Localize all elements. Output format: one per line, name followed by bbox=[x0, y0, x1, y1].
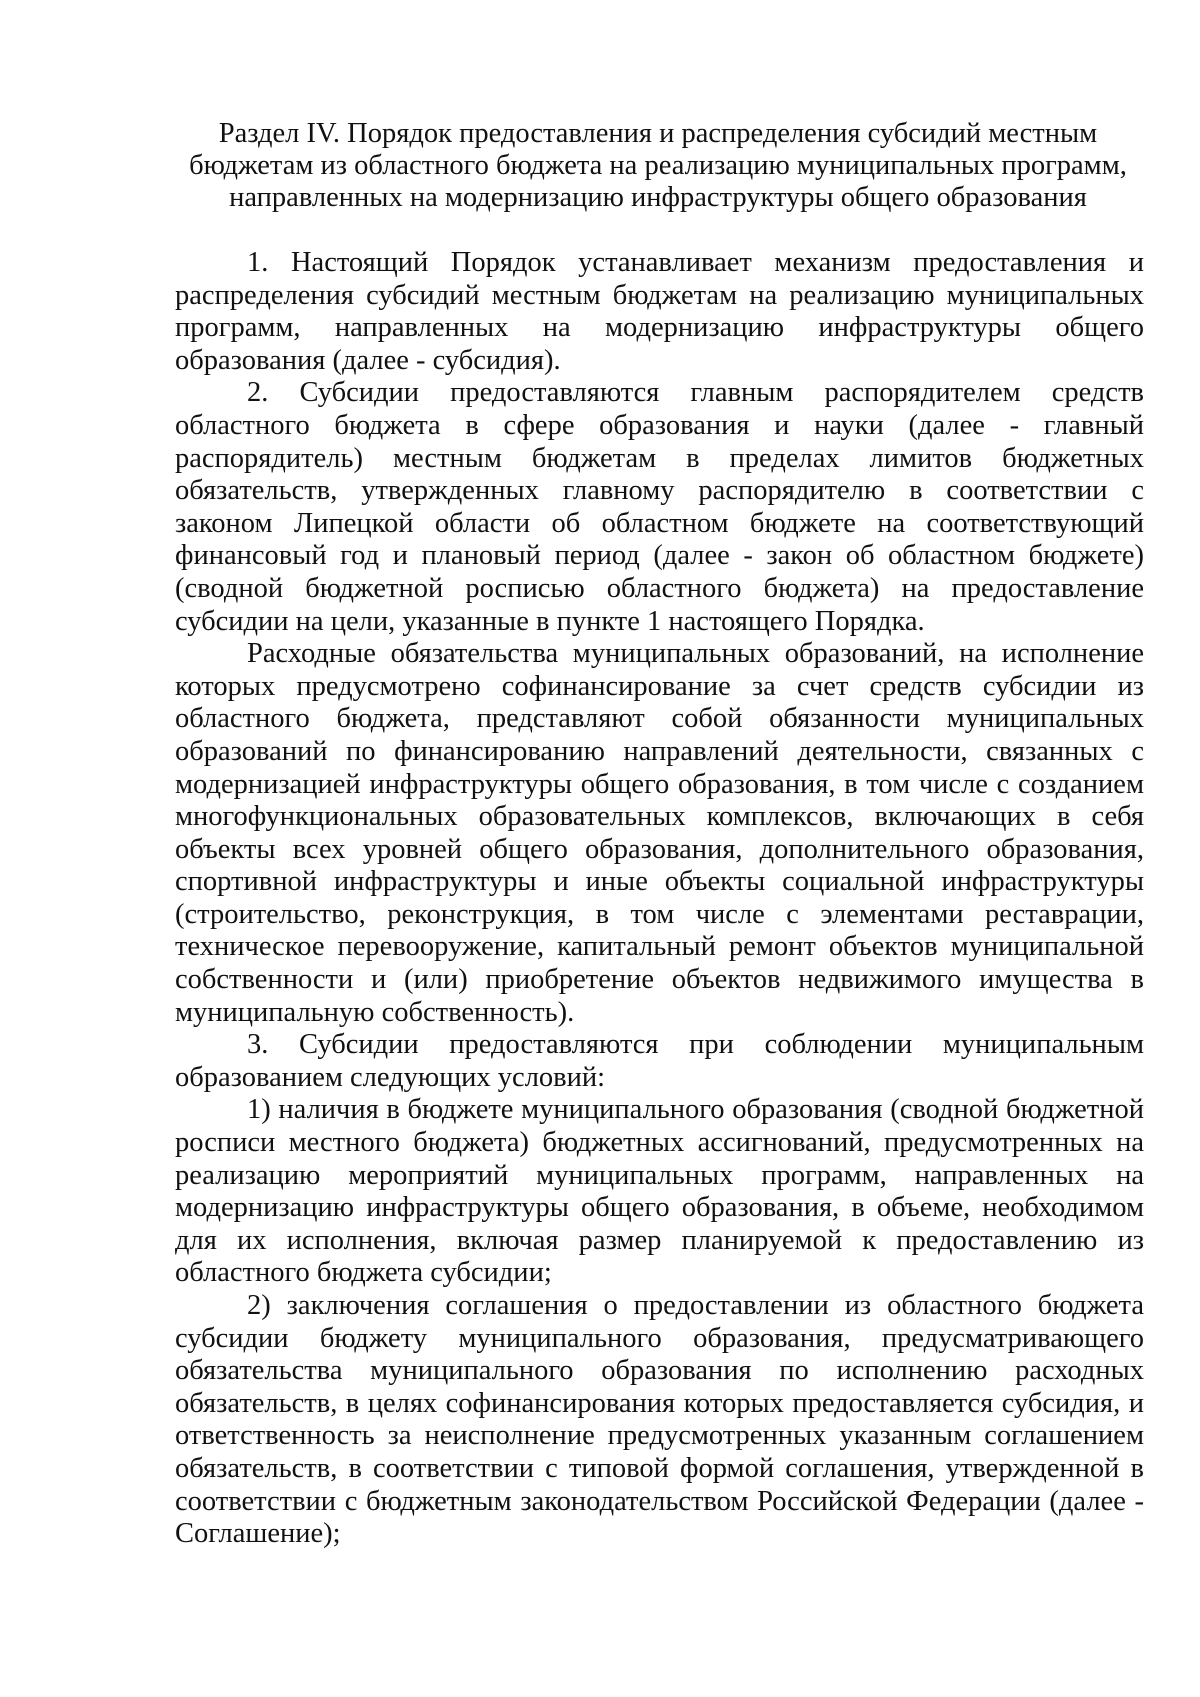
paragraph-clause-3: 3. Субсидии предоставляются при соблюдении муниципальным образованием следующих условий: bbox=[175, 1029, 1144, 1093]
paragraph-clause-1: 1. Настоящий Порядок устанавливает механизм предоставления и распределения субсидий местным бюджетам на реализацию муниципальных программ, направленных на модернизацию инфраструктуры общего образования (далее - субсидия). bbox=[175, 247, 1144, 376]
paragraph-condition-1: 1) наличия в бюджете муниципального образования (сводной бюджетной росписи местного бюджета) бюджетных ассигнований, предусмотренных на реализацию мероприятий муниципальных программ, направленных на модернизацию инфраструктуры общего образования, в объеме, необходимом для их исполнения, включая размер планируемой к предоставлению из областного бюджета субсидии; bbox=[175, 1094, 1144, 1289]
section-title-line: направленных на модернизацию инфраструктуры общего образования bbox=[229, 182, 1087, 213]
paragraph-condition-2: 2) заключения соглашения о предоставлении из областного бюджета субсидии бюджету муниципального образования, предусматривающего обязательства муниципального образования по исполнению расходных обязательств, в целях софинансирования которых предоставляется субсидия, и ответственность за неисполнение предусмотренных указанным соглашением обязательств, в соответствии с типовой формой соглашения, утвержденной в соответствии с бюджетным законодательством Российской Федерации (далее - Соглашение); bbox=[175, 1290, 1144, 1550]
paragraph-clause-2: 2. Субсидии предоставляются главным распорядителем средств областного бюджета в сфере образования и науки (далее - главный распорядитель) местным бюджетам в пределах лимитов бюджетных обязательств, утвержденных главному распорядителю в соответствии с законом Липецкой области об областном бюджете на соответствующий финансовый год и плановый период (далее - закон об областном бюджете) (сводной бюджетной росписью областного бюджета) на предоставление субсидии на цели, указанные в пункте 1 настоящего Порядка. bbox=[175, 377, 1144, 637]
section-title bbox=[172, 118, 1144, 214]
section-title-line: Раздел IV. Порядок предоставления и распределения субсидий местным bbox=[218, 118, 1098, 149]
section-title-line: бюджетам из областного бюджета на реализацию муниципальных программ, bbox=[189, 150, 1127, 181]
paragraph-expenditure-obligations: Расходные обязательства муниципальных образований, на исполнение которых предусмотрено софинансирование за счет средств субсидии из областного бюджета, представляют собой обязанности муниципальных образований по финансированию направлений деятельности, связанных с модернизацией инфраструктуры общего образования, в том числе с созданием многофункциональных образовательных комплексов, включающих в себя объекты всех уровней общего образования, дополнительного образования, спортивной инфраструктуры и иные объекты социальной инфраструктуры (строительство, реконструкция, в том числе с элементами реставрации, техническое перевооружение, капитальный ремонт объектов муниципальной собственности и (или) приобретение объектов недвижимого имущества в муниципальную собственность). bbox=[175, 638, 1144, 1028]
document-body bbox=[175, 247, 1144, 1551]
